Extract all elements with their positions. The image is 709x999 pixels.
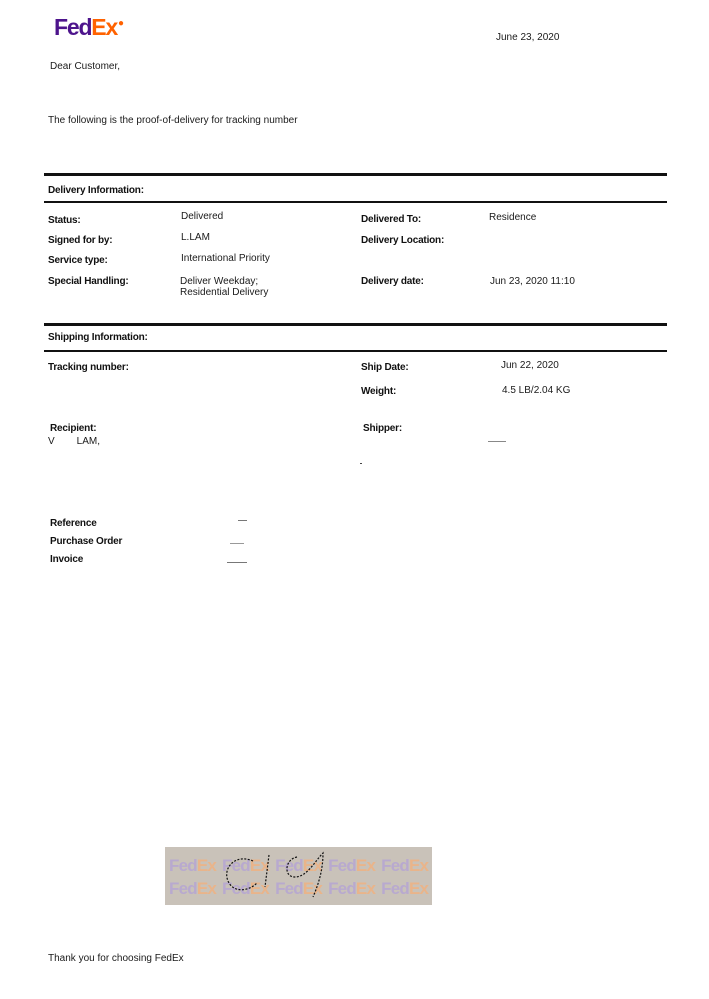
recipient-label: Recipient: bbox=[50, 423, 97, 434]
greeting: Dear Customer, bbox=[50, 61, 121, 72]
status-label: Status: bbox=[48, 215, 81, 226]
delivered-to-value: Residence bbox=[489, 212, 537, 223]
service-type-value: International Priority bbox=[181, 253, 270, 264]
signature-image bbox=[165, 847, 432, 905]
tracking-number-label: Tracking number: bbox=[48, 362, 129, 373]
weight-label: Weight: bbox=[361, 386, 397, 397]
delivery-location-label: Delivery Location: bbox=[361, 235, 445, 246]
logo-dot-icon: ● bbox=[118, 18, 123, 30]
status-value: Delivered bbox=[181, 211, 224, 222]
section-divider bbox=[44, 350, 667, 352]
recipient-value: V LAM, bbox=[48, 436, 101, 447]
footer-thanks: Thank you for choosing FedEx bbox=[48, 953, 184, 964]
ship-date-value: Jun 22, 2020 bbox=[501, 360, 559, 371]
special-handling-label: Special Handling: bbox=[48, 276, 129, 287]
delivery-section-title: Delivery Information: bbox=[48, 185, 144, 196]
fedex-logo: FedEx● bbox=[54, 14, 123, 40]
letter-date: June 23, 2020 bbox=[496, 32, 560, 43]
redacted-mark bbox=[488, 441, 506, 442]
shipper-label: Shipper: bbox=[363, 423, 402, 434]
service-type-label: Service type: bbox=[48, 255, 108, 266]
invoice-label: Invoice bbox=[50, 554, 84, 565]
redacted-mark bbox=[230, 543, 244, 544]
section-divider bbox=[44, 201, 667, 203]
delivery-date-value: Jun 23, 2020 11:10 bbox=[490, 276, 575, 287]
purchase-order-label: Purchase Order bbox=[50, 536, 123, 547]
section-divider bbox=[44, 173, 667, 176]
reference-label: Reference bbox=[50, 518, 97, 529]
ship-date-label: Ship Date: bbox=[361, 362, 409, 373]
watermark-row: FedEx FedEx FedEx FedEx FedEx bbox=[169, 879, 429, 898]
handwritten-signature-icon bbox=[165, 847, 432, 905]
signed-for-value: L.LAM bbox=[181, 232, 210, 243]
redacted-mark bbox=[238, 520, 247, 521]
weight-value: 4.5 LB/2.04 KG bbox=[502, 385, 571, 396]
signed-for-label: Signed for by: bbox=[48, 235, 113, 246]
redacted-mark bbox=[227, 562, 247, 563]
delivery-date-label: Delivery date: bbox=[361, 276, 424, 287]
section-divider bbox=[44, 323, 667, 326]
shipping-section-title: Shipping Information: bbox=[48, 332, 148, 343]
watermark-row: FedEx FedEx FedEx FedEx FedEx bbox=[169, 856, 429, 875]
intro-text: The following is the proof-of-delivery for tracking number bbox=[48, 115, 298, 126]
special-handling-value: Deliver Weekday; Residential Delivery bbox=[180, 276, 269, 298]
redacted-mark bbox=[360, 463, 362, 464]
delivered-to-label: Delivered To: bbox=[361, 214, 422, 225]
